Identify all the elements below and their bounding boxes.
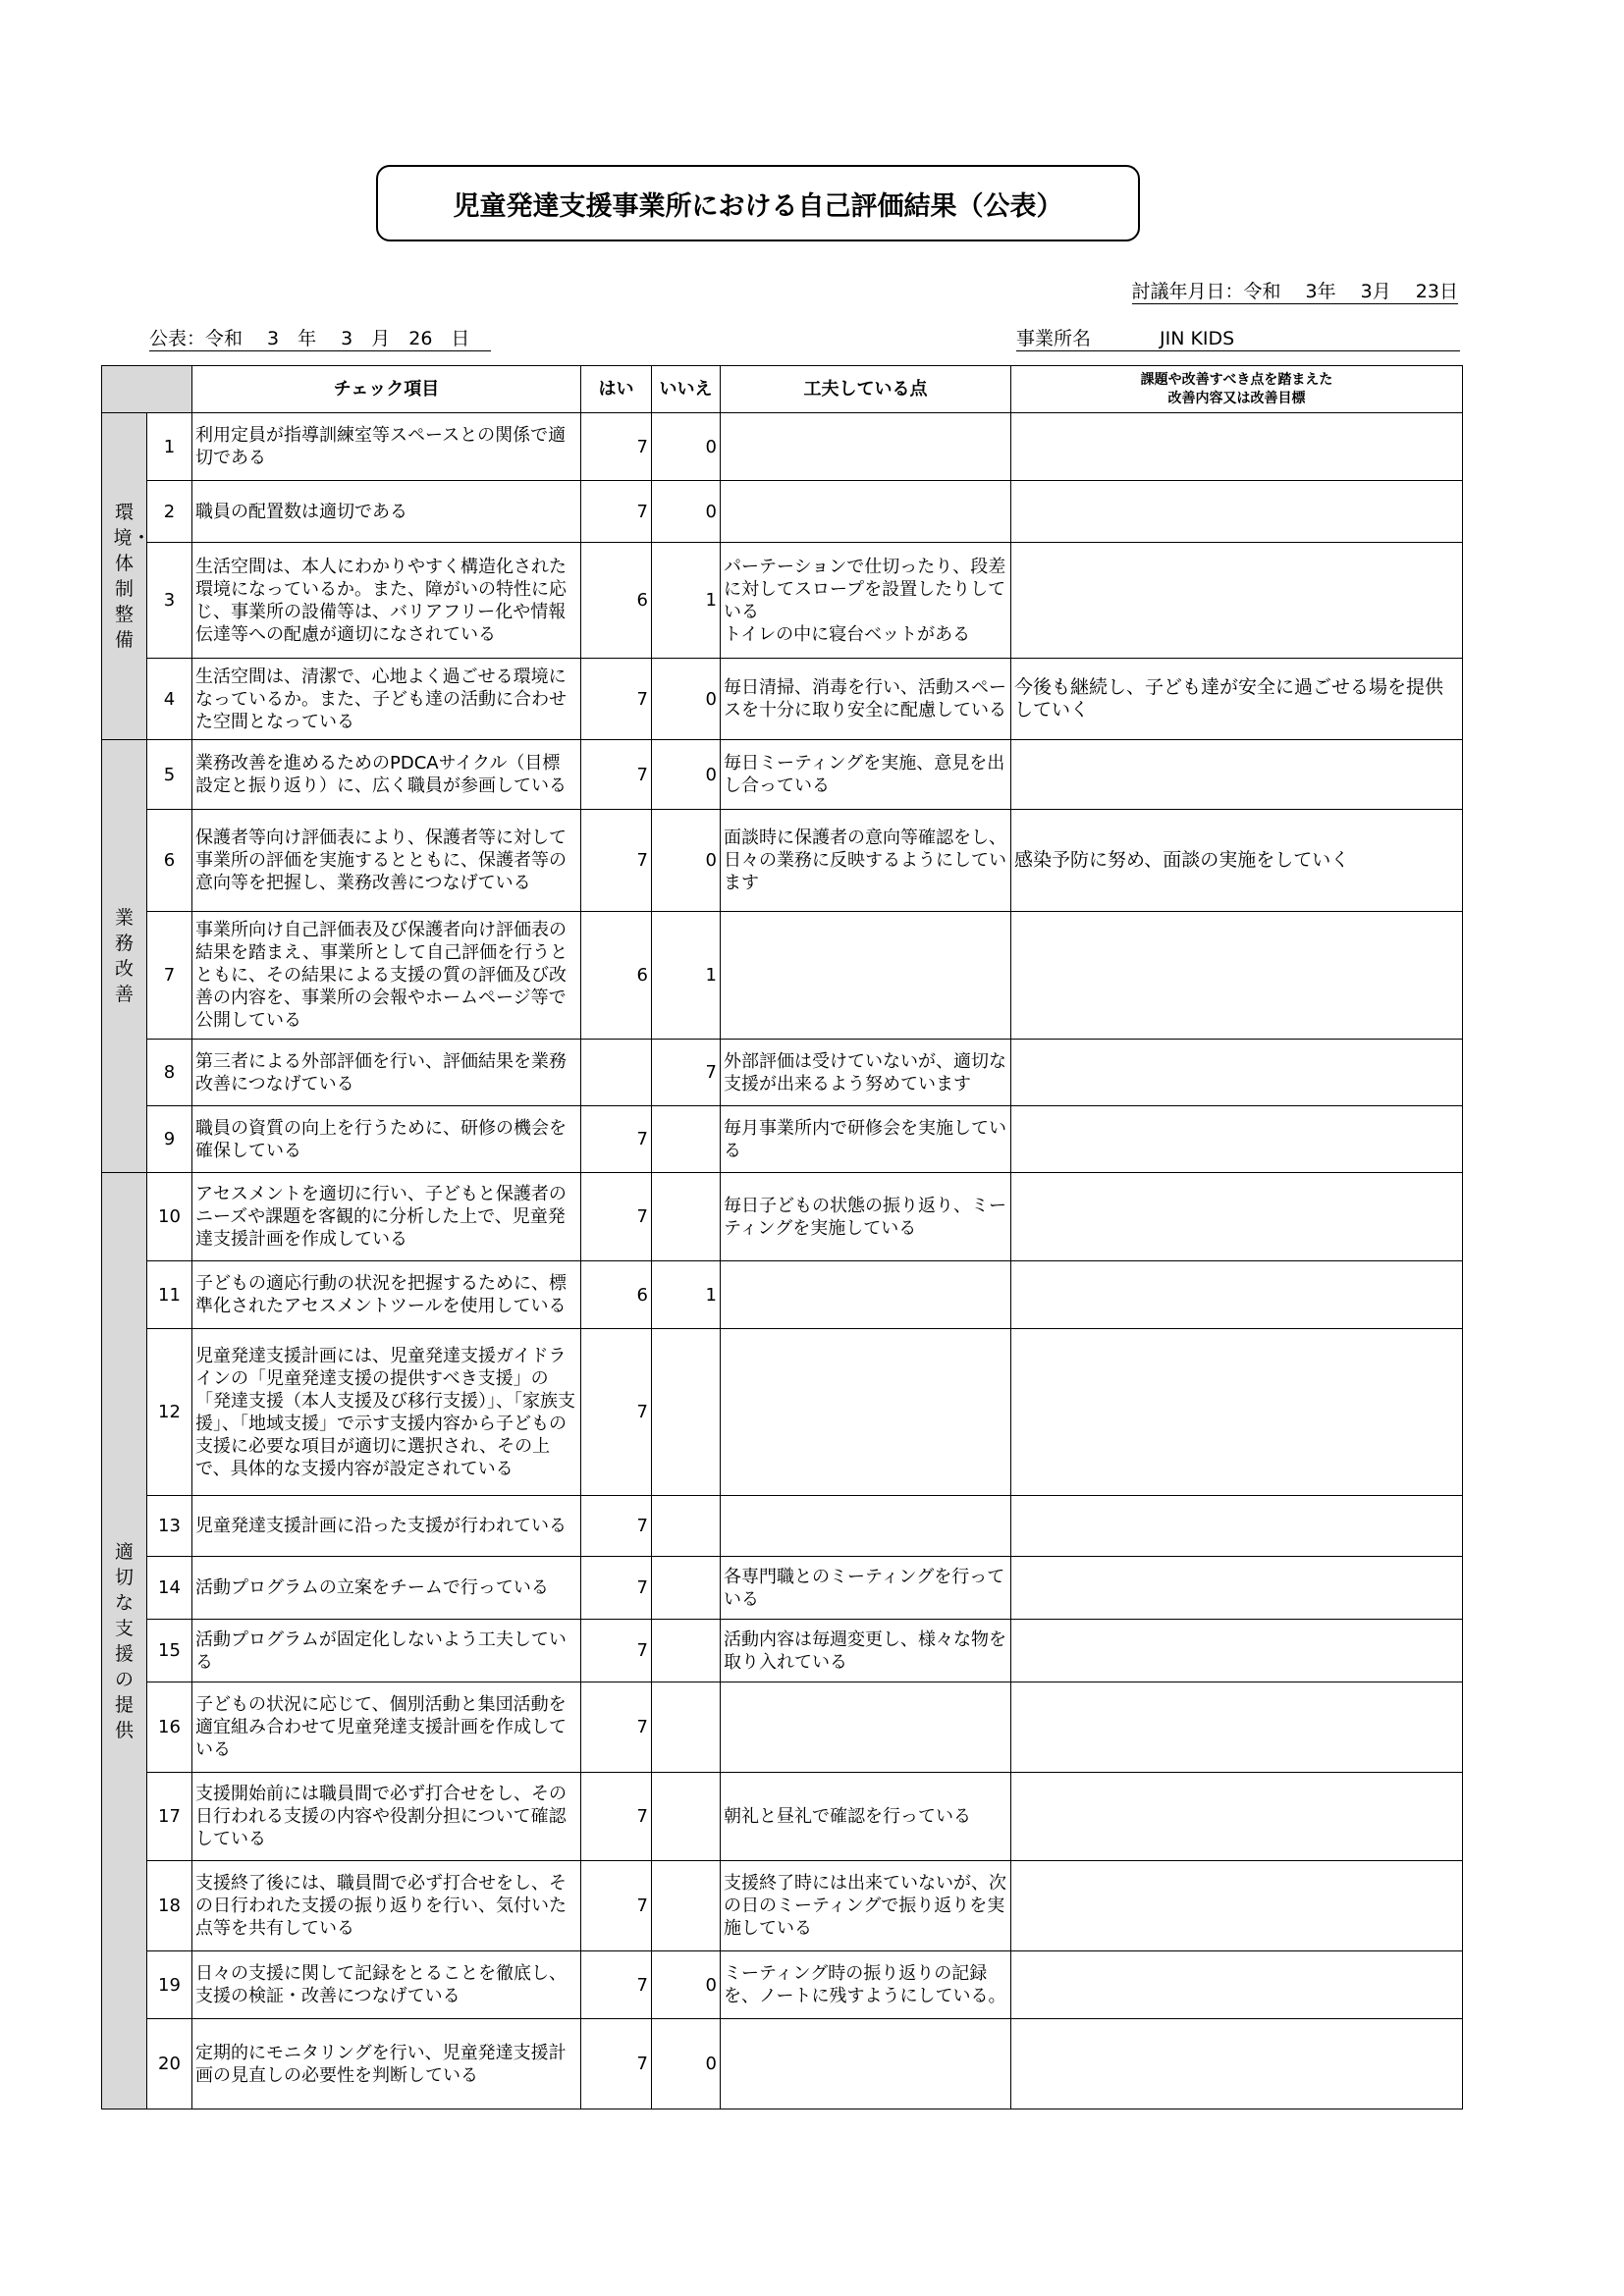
row-number: 14 xyxy=(147,1557,192,1620)
yes-count: 6 xyxy=(581,543,652,659)
effort-cell xyxy=(721,1496,1011,1557)
no-count: 0 xyxy=(652,659,721,740)
row-number: 16 xyxy=(147,1682,192,1773)
no-count: 0 xyxy=(652,810,721,912)
check-item: 保護者等向け評価表により、保護者等に対して事業所の評価を実施するとともに、保護者等の意向等を把握し、業務改善につなげている xyxy=(192,810,581,912)
table-row xyxy=(102,413,1463,481)
effort-cell: 毎日ミーティングを実施、意見を出し合っている xyxy=(721,740,1011,810)
check-item: 活動プログラムが固定化しないよう工夫している xyxy=(192,1620,581,1682)
header-no: いいえ xyxy=(652,366,721,413)
table-row xyxy=(102,1106,1463,1173)
no-count xyxy=(652,1329,721,1496)
effort-cell: 活動内容は毎週変更し、様々な物を取り入れている xyxy=(721,1620,1011,1682)
issue-cell xyxy=(1011,1261,1463,1329)
check-item: 児童発達支援計画に沿った支援が行われている xyxy=(192,1496,581,1557)
row-number: 9 xyxy=(147,1106,192,1173)
row-number: 4 xyxy=(147,659,192,740)
check-item: 生活空間は、本人にわかりやすく構造化された環境になっているか。また、障がいの特性に応じ、事業所の設備等は、バリアフリー化や情報伝達等への配慮が適切になされている xyxy=(192,543,581,659)
issue-cell xyxy=(1011,1106,1463,1173)
issue-cell xyxy=(1011,2019,1463,2109)
yes-count: 7 xyxy=(581,1496,652,1557)
yes-count: 7 xyxy=(581,1557,652,1620)
category-cell: 適切な支援の提供 xyxy=(102,1173,147,2109)
row-number: 2 xyxy=(147,481,192,543)
no-count: 0 xyxy=(652,740,721,810)
issue-cell xyxy=(1011,1773,1463,1861)
category-cell: 環境・体制整備 xyxy=(102,413,147,740)
table-row xyxy=(102,1173,1463,1261)
table-row xyxy=(102,1620,1463,1682)
yes-count: 7 xyxy=(581,1106,652,1173)
row-number: 17 xyxy=(147,1773,192,1861)
no-count: 0 xyxy=(652,481,721,543)
issue-cell xyxy=(1011,1951,1463,2019)
check-item: 支援開始前には職員間で必ず打合せをし、その日行われる支援の内容や役割分担について確認している xyxy=(192,1773,581,1861)
row-number: 6 xyxy=(147,810,192,912)
row-number: 18 xyxy=(147,1861,192,1951)
yes-count: 7 xyxy=(581,1329,652,1496)
yes-count: 7 xyxy=(581,2019,652,2109)
table-row xyxy=(102,1329,1463,1496)
table-row xyxy=(102,1261,1463,1329)
table-row xyxy=(102,740,1463,810)
table-row xyxy=(102,1951,1463,2019)
issue-cell xyxy=(1011,1620,1463,1682)
table-row xyxy=(102,659,1463,740)
yes-count: 7 xyxy=(581,740,652,810)
yes-count: 7 xyxy=(581,413,652,481)
issue-cell xyxy=(1011,1496,1463,1557)
table-row xyxy=(102,2019,1463,2109)
effort-cell xyxy=(721,2019,1011,2109)
effort-cell: パーテーションで仕切ったり、段差に対してスロープを設置したりしている トイレの中に寝台ベットがある xyxy=(721,543,1011,659)
effort-cell: 各専門職とのミーティングを行っている xyxy=(721,1557,1011,1620)
effort-cell: 支援終了時には出来ていないが、次の日のミーティングで振り返りを実施している xyxy=(721,1861,1011,1951)
yes-count: 7 xyxy=(581,1951,652,2019)
effort-cell: ミーティング時の振り返りの記録を、ノートに残すようにしている。 xyxy=(721,1951,1011,2019)
yes-count: 7 xyxy=(581,1773,652,1861)
no-count: 0 xyxy=(652,2019,721,2109)
issue-cell xyxy=(1011,1861,1463,1951)
issue-cell xyxy=(1011,481,1463,543)
meeting-date: 討議年月日：令和 3年 3月 23日 xyxy=(1131,281,1458,302)
check-item: 児童発達支援計画には、児童発達支援ガイドラインの「児童発達支援の提供すべき支援」の「発達支援（本人支援及び移行支援）」、「家族支援」、「地域支援」で示す支援内容から子どもの支援に必要な項目が適切に選択され、その上で、具体的な支援内容が設定されている xyxy=(192,1329,581,1496)
effort-cell: 毎日清掃、消毒を行い、活動スペースを十分に取り安全に配慮している xyxy=(721,659,1011,740)
office-name: JIN KIDS xyxy=(1160,328,1235,349)
effort-cell xyxy=(721,912,1011,1040)
publication-date: 公表：令和 3 年 3 月 26 日 xyxy=(149,324,491,351)
yes-count: 7 xyxy=(581,1620,652,1682)
row-number: 7 xyxy=(147,912,192,1040)
table-row xyxy=(102,1773,1463,1861)
yes-count: 7 xyxy=(581,481,652,543)
row-number: 12 xyxy=(147,1329,192,1496)
check-item: 生活空間は、清潔で、心地よく過ごせる環境になっているか。また、子ども達の活動に合わせた空間となっている xyxy=(192,659,581,740)
effort-cell xyxy=(721,481,1011,543)
issue-cell xyxy=(1011,1040,1463,1106)
effort-cell: 朝礼と昼礼で確認を行っている xyxy=(721,1773,1011,1861)
issue-cell: 今後も継続し、子ども達が安全に過ごせる場を提供していく xyxy=(1011,659,1463,740)
table-row xyxy=(102,1557,1463,1620)
header-row xyxy=(102,366,1463,413)
check-item: 支援終了後には、職員間で必ず打合せをし、その日行われた支援の振り返りを行い、気付いた点等を共有している xyxy=(192,1861,581,1951)
check-item: 事業所向け自己評価表及び保護者向け評価表の結果を踏まえ、事業所として自己評価を行うとともに、その結果による支援の質の評価及び改善の内容を、事業所の会報やホームページ等で公開している xyxy=(192,912,581,1040)
row-number: 1 xyxy=(147,413,192,481)
issue-cell xyxy=(1011,413,1463,481)
no-count xyxy=(652,1173,721,1261)
effort-cell: 面談時に保護者の意向等確認をし、日々の業務に反映するようにしています xyxy=(721,810,1011,912)
no-count xyxy=(652,1773,721,1861)
effort-cell xyxy=(721,1261,1011,1329)
no-count xyxy=(652,1106,721,1173)
row-number: 20 xyxy=(147,2019,192,2109)
row-number: 10 xyxy=(147,1173,192,1261)
category-cell: 業務改善 xyxy=(102,740,147,1173)
no-count: 1 xyxy=(652,543,721,659)
evaluation-table xyxy=(101,365,1463,2109)
header-check: チェック項目 xyxy=(192,366,581,413)
table-row xyxy=(102,481,1463,543)
table-row xyxy=(102,1040,1463,1106)
office-label: 事業所名 xyxy=(1016,328,1092,349)
check-item: 職員の配置数は適切である xyxy=(192,481,581,543)
yes-count: 7 xyxy=(581,1861,652,1951)
check-item: 子どもの状況に応じて、個別活動と集団活動を適宜組み合わせて児童発達支援計画を作成している xyxy=(192,1682,581,1773)
table-row xyxy=(102,1861,1463,1951)
no-count xyxy=(652,1682,721,1773)
row-number: 8 xyxy=(147,1040,192,1106)
check-item: 職員の資質の向上を行うために、研修の機会を確保している xyxy=(192,1106,581,1173)
effort-cell xyxy=(721,1682,1011,1773)
page-title: 児童発達支援事業所における自己評価結果（公表） xyxy=(376,165,1140,241)
header-blank xyxy=(102,366,192,413)
yes-count: 7 xyxy=(581,810,652,912)
no-count: 7 xyxy=(652,1040,721,1106)
issue-cell xyxy=(1011,1329,1463,1496)
no-count xyxy=(652,1861,721,1951)
no-count xyxy=(652,1557,721,1620)
header-effort: 工夫している点 xyxy=(721,366,1011,413)
no-count: 1 xyxy=(652,1261,721,1329)
header-issue: 課題や改善すべき点を踏まえた 改善内容又は改善目標 xyxy=(1011,366,1463,413)
header-yes: はい xyxy=(581,366,652,413)
check-item: 業務改善を進めるためのPDCAサイクル（目標設定と振り返り）に、広く職員が参画している xyxy=(192,740,581,810)
row-number: 13 xyxy=(147,1496,192,1557)
check-item: アセスメントを適切に行い、子どもと保護者のニーズや課題を客観的に分析した上で、児童発達支援計画を作成している xyxy=(192,1173,581,1261)
no-count xyxy=(652,1496,721,1557)
effort-cell xyxy=(721,1329,1011,1496)
table-row xyxy=(102,543,1463,659)
no-count: 0 xyxy=(652,413,721,481)
office-info xyxy=(1016,324,1460,351)
no-count: 0 xyxy=(652,1951,721,2019)
effort-cell: 毎日子どもの状態の振り返り、ミーティングを実施している xyxy=(721,1173,1011,1261)
table-row xyxy=(102,1496,1463,1557)
check-item: 利用定員が指導訓練室等スペースとの関係で適切である xyxy=(192,413,581,481)
row-number: 11 xyxy=(147,1261,192,1329)
effort-cell: 毎月事業所内で研修会を実施している xyxy=(721,1106,1011,1173)
yes-count: 7 xyxy=(581,1173,652,1261)
table-row xyxy=(102,1682,1463,1773)
table-row xyxy=(102,810,1463,912)
issue-cell: 感染予防に努め、面談の実施をしていく xyxy=(1011,810,1463,912)
row-number: 19 xyxy=(147,1951,192,2019)
yes-count xyxy=(581,1040,652,1106)
check-item: 日々の支援に関して記録をとることを徹底し、支援の検証・改善につなげている xyxy=(192,1951,581,2019)
row-number: 5 xyxy=(147,740,192,810)
no-count: 1 xyxy=(652,912,721,1040)
check-item: 第三者による外部評価を行い、評価結果を業務改善につなげている xyxy=(192,1040,581,1106)
issue-cell xyxy=(1011,543,1463,659)
issue-cell xyxy=(1011,912,1463,1040)
yes-count: 6 xyxy=(581,912,652,1040)
table-row xyxy=(102,912,1463,1040)
effort-cell: 外部評価は受けていないが、適切な支援が出来るよう努めています xyxy=(721,1040,1011,1106)
issue-cell xyxy=(1011,1557,1463,1620)
check-item: 定期的にモニタリングを行い、児童発達支援計画の見直しの必要性を判断している xyxy=(192,2019,581,2109)
check-item: 子どもの適応行動の状況を把握するために、標準化されたアセスメントツールを使用している xyxy=(192,1261,581,1329)
no-count xyxy=(652,1620,721,1682)
check-item: 活動プログラムの立案をチームで行っている xyxy=(192,1557,581,1620)
yes-count: 7 xyxy=(581,1682,652,1773)
yes-count: 7 xyxy=(581,659,652,740)
yes-count: 6 xyxy=(581,1261,652,1329)
issue-cell xyxy=(1011,1173,1463,1261)
issue-cell xyxy=(1011,740,1463,810)
row-number: 3 xyxy=(147,543,192,659)
row-number: 15 xyxy=(147,1620,192,1682)
issue-cell xyxy=(1011,1682,1463,1773)
effort-cell xyxy=(721,413,1011,481)
